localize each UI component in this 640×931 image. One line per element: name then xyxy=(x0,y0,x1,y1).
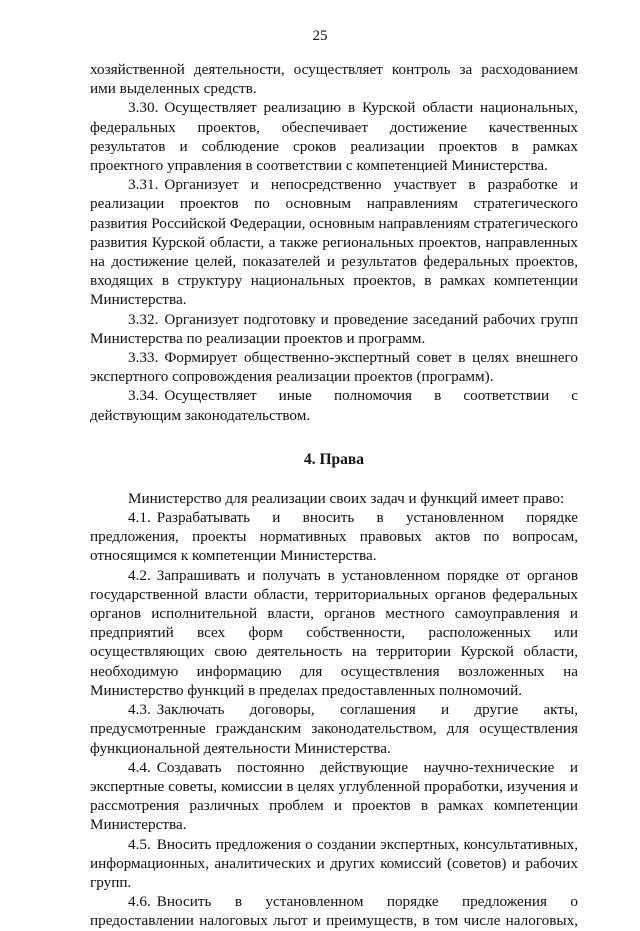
paragraph-text: Формирует общественно-экспертный совет в целях внешнего экспертного сопровождения реализации проектов (программ). xyxy=(90,349,578,386)
clause-number: 4.2. xyxy=(128,566,151,584)
clause-number: 3.32. xyxy=(128,310,159,328)
clause-number: 3.34. xyxy=(128,387,159,405)
paragraph-text: Разрабатывать и вносить в установленном порядке предложения, проекты нормативных правовых актов по вопросам, относящимся к компетенции Министерства. xyxy=(90,509,578,565)
section-heading: 4. Права xyxy=(303,450,365,468)
paragraph-text: Вносить в установленном порядке предложения о предоставлении налоговых льгот и преимуществ, в том числе налоговых, xyxy=(90,893,578,930)
paragraph-3-33 xyxy=(90,348,578,386)
clause-number: 3.30. xyxy=(128,99,159,117)
paragraph-3-31 xyxy=(90,175,578,309)
paragraph-3-34 xyxy=(90,386,578,424)
paragraph-text: хозяйственной деятельности, осуществляет контроль за расходованием ими выделенных средств. xyxy=(90,61,578,98)
paragraph-text: Заключать договоры, соглашения и другие акты, предусмотренные гражданским законодательством, для осуществления функциональной деятельности Министерства. xyxy=(90,701,578,757)
paragraph-text: Организует и непосредственно участвует в разработке и реализации проектов по основным направлениям стратегического развития Российской Федерации, основным направлениям стратегического развития Курской области, а также региональных проектов, направленных на достижение целей, показателей и результатов федеральных проектов, входящих в структуру национальных проектов, в рамках компетенции Министерства. xyxy=(90,176,578,309)
paragraph-4-5 xyxy=(90,835,578,893)
section-intro: Министерство для реализации своих задач и функций имеет право: xyxy=(128,489,565,507)
clause-number: 4.4. xyxy=(128,758,151,776)
clause-number: 3.31. xyxy=(128,176,159,194)
paragraph-4-6 xyxy=(90,892,578,930)
clause-number: 3.33. xyxy=(128,349,159,367)
clause-number: 4.5. xyxy=(128,835,151,853)
document-body xyxy=(90,60,578,931)
paragraph-4-2 xyxy=(90,566,578,700)
paragraph-3-30 xyxy=(90,98,578,175)
paragraph-4-3 xyxy=(90,700,578,758)
clause-number: 4.1. xyxy=(128,509,151,527)
paragraph-4-1 xyxy=(90,508,578,566)
clause-number: 4.3. xyxy=(128,701,151,719)
paragraph-continuation xyxy=(90,60,578,98)
paragraph-text: Организует подготовку и проведение заседаний рабочих групп Министерства по реализации проектов и программ. xyxy=(90,310,578,347)
page-number: 25 xyxy=(312,28,328,44)
paragraph-text: Запрашивать и получать в установленном порядке от органов государственной власти области, территориальных органов федеральных органов исполнительной власти, органов местного самоуправления и предприятий всех форм собственности, расположенных или осуществляющих свою деятельность на территории Курской области, необходимую информацию для осуществления возложенных на Министерство функций в пределах предоставленных полномочий. xyxy=(90,566,578,699)
clause-number: 4.6. xyxy=(128,893,151,911)
paragraph-text: Вносить предложения о создании экспертных, консультативных, информационных, аналитических и других комиссий (советов) и рабочих групп. xyxy=(90,835,578,891)
paragraph-text: Создавать постоянно действующие научно-технические и экспертные советы, комиссии в целях углубленной проработки, изучения и рассмотрения различных проблем и проектов в рамках компетенции Министерства. xyxy=(90,758,578,834)
paragraph-text: Осуществляет иные полномочия в соответствии с действующим законодательством. xyxy=(90,387,578,424)
paragraph-4-4 xyxy=(90,758,578,835)
paragraph-3-32 xyxy=(90,310,578,348)
paragraph-text: Осуществляет реализацию в Курской области национальных, федеральных проектов, обеспечивает достижение качественных результатов и соблюдение сроков реализации проектов в рамках проектного управления в соответствии с компетенцией Министерства. xyxy=(90,99,578,175)
